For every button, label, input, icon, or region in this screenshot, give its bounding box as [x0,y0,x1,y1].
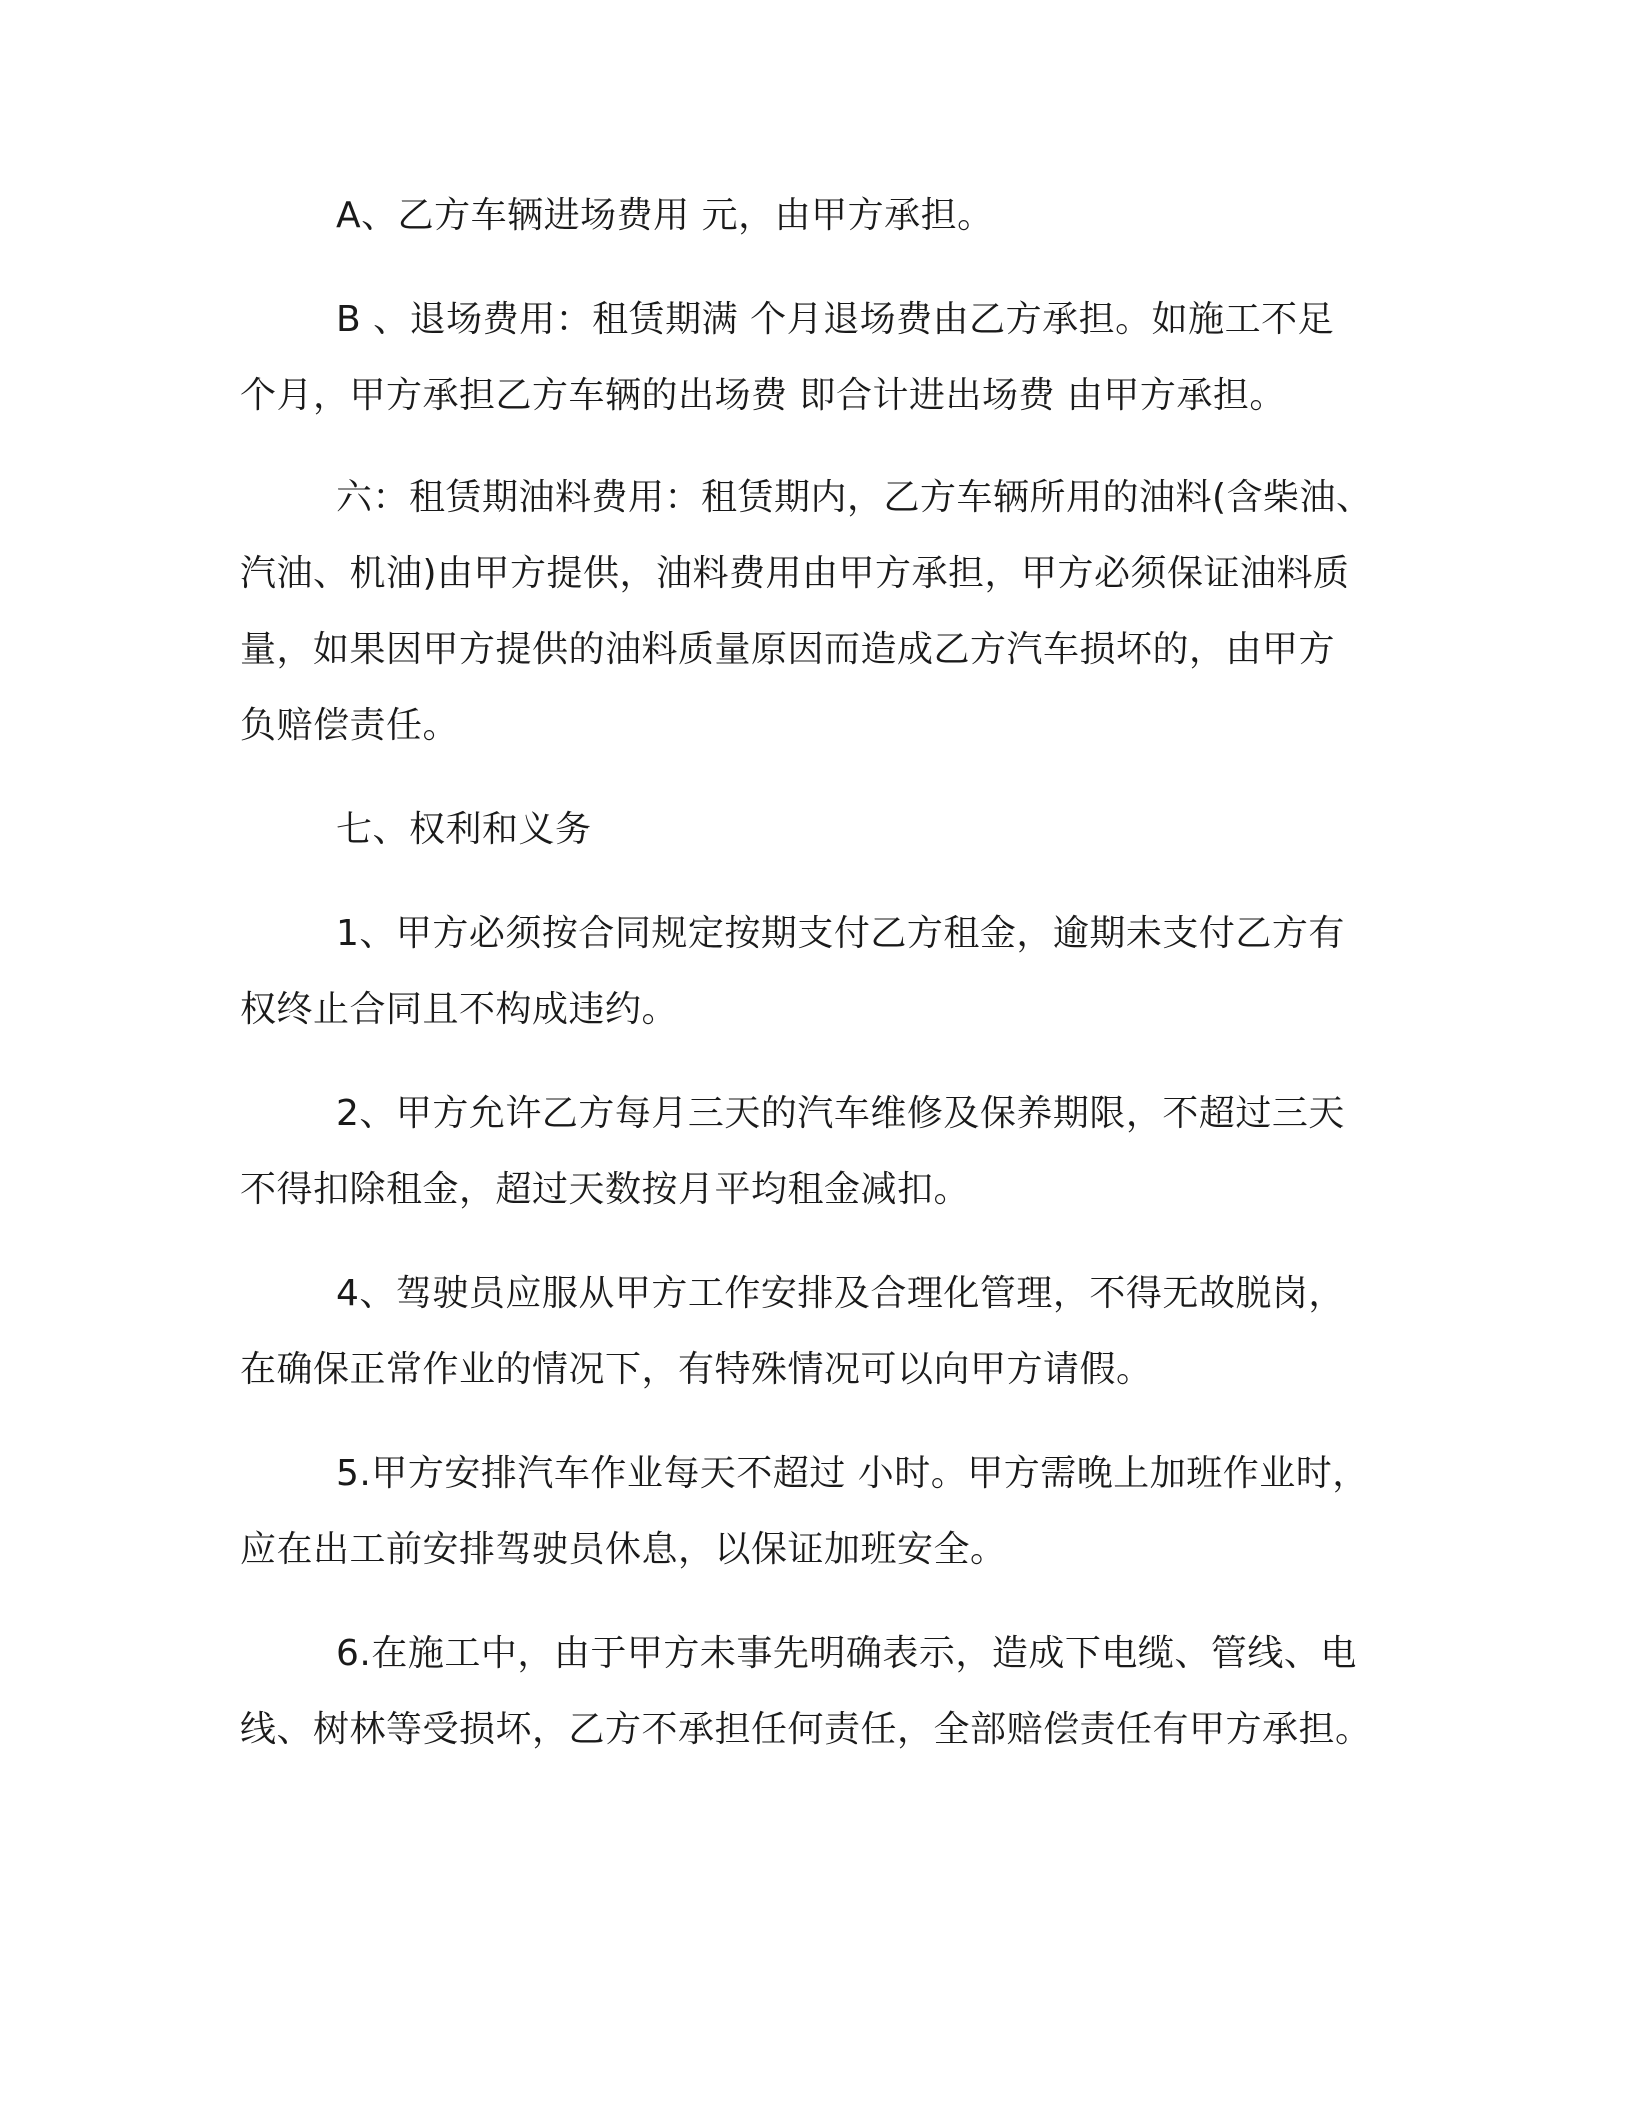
paragraph-line: 汽油、机油)由甲方提供，油料费用由甲方承担，甲方必须保证油料质 [240,553,1350,594]
paragraph-line: 负赔偿责任。 [240,705,460,746]
paragraph-line: 量，如果因甲方提供的油料质量原因而造成乙方汽车损坏的，由甲方 [240,629,1336,670]
paragraph-line: 2、甲方允许乙方每月三天的汽车维修及保养期限，不超过三天 [336,1093,1345,1134]
paragraph-line: B 、退场费用：租赁期满 个月退场费由乙方承担。如施工不足 [336,299,1335,340]
paragraph-line: 在确保正常作业的情况下，有特殊情况可以向甲方请假。 [240,1349,1153,1390]
section-heading-line: 七、权利和义务 [336,809,592,850]
paragraph-line: 权终止合同且不构成违约。 [240,989,679,1030]
paragraph-line: 4、驾驶员应服从甲方工作安排及合理化管理，不得无故脱岗， [336,1273,1345,1314]
paragraph-line: 5.甲方安排汽车作业每天不超过 小时。甲方需晚上加班作业时， [336,1453,1369,1494]
paragraph-line: A、乙方车辆进场费用 元，由甲方承担。 [336,195,994,236]
paragraph-line: 应在出工前安排驾驶员休息，以保证加班安全。 [240,1529,1007,1570]
paragraph-line: 不得扣除租金，超过天数按月平均租金减扣。 [240,1169,971,1210]
paragraph-line: 6.在施工中，由于甲方未事先明确表示，造成下电缆、管线、电 [336,1633,1357,1674]
paragraph-line: 1、甲方必须按合同规定按期支付乙方租金，逾期未支付乙方有 [336,913,1345,954]
paragraph-line: 个月，甲方承担乙方车辆的出场费 即合计进出场费 由甲方承担。 [240,375,1286,416]
paragraph-line: 线、树林等受损坏，乙方不承担任何责任，全部赔偿责任有甲方承担。 [240,1709,1372,1750]
paragraph-line: 六：租赁期油料费用：租赁期内，乙方车辆所用的油料(含柴油、 [336,477,1373,518]
